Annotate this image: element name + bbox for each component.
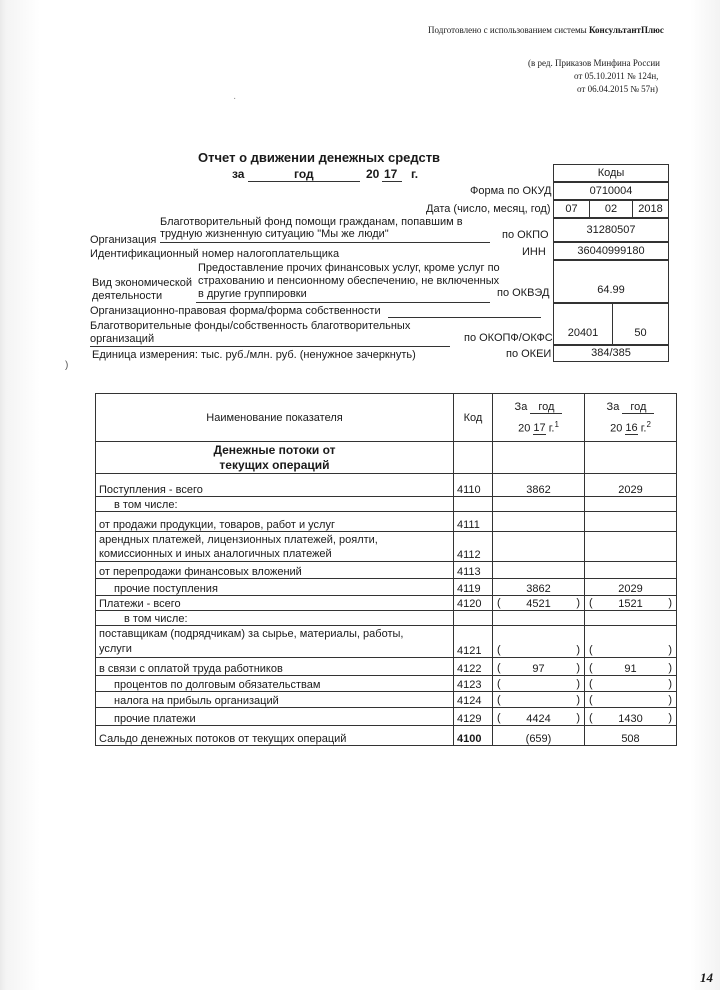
header-name: Наименование показателя	[96, 394, 454, 442]
okud-value: 0710004	[553, 182, 669, 200]
title-za: за	[232, 167, 245, 181]
table-row: от перепродажи финансовых вложений 4113	[96, 562, 677, 579]
table-row: в связи с оплатой труда работников 4122 ( 97 ) ( 91 )	[96, 658, 677, 676]
title-year-suffix: 17	[384, 167, 398, 181]
table-row: в том числе:	[96, 497, 677, 512]
table-row: прочие платежи 4129 ( 4424 ) ( 1430 )	[96, 708, 677, 726]
title-g: г.	[411, 167, 419, 181]
okopf-value: 20401	[553, 303, 613, 345]
okfs-value: 50	[612, 303, 669, 345]
title-period: год	[294, 167, 314, 181]
section-title: Денежные потоки от текущих операций	[96, 442, 454, 474]
report-title: Отчет о движении денежных средств	[198, 150, 441, 165]
okpo-value: 31280507	[553, 218, 669, 242]
section-row	[96, 442, 677, 474]
page-number: 14	[700, 970, 713, 985]
header-col-1: За год 20 17 г.$^1$	[493, 394, 585, 442]
header-code: Код	[454, 394, 493, 442]
edition-line-2: от 05.10.2011 № 124н,	[574, 71, 659, 81]
table-row: Поступления - всего 4110 3862 2029	[96, 474, 677, 497]
scan-dot: ·	[233, 93, 237, 104]
org-name-line-1: Благотворительный фонд помощи гражданам, попавшим в	[160, 216, 463, 228]
okei-label: по ОКЕИ	[506, 348, 552, 360]
date-day: 07	[553, 200, 590, 218]
table-row: поставщикам (подрядчикам) за сырье, материалы, работы, услуги 4121 ( ) ( )	[96, 626, 677, 658]
okei-value: 384/385	[553, 345, 669, 362]
okpo-label: по ОКПО	[502, 229, 549, 241]
table-row: налога на прибыль организаций 4124 ( ) ( )	[96, 692, 677, 708]
date-label: Дата (число, месяц, год)	[426, 203, 551, 215]
taxid-label: Идентификационный номер налогоплательщика	[90, 248, 340, 260]
date-month: 02	[589, 200, 633, 218]
activity-line-3: в другие группировки	[198, 288, 307, 300]
codes-header: Коды	[553, 164, 669, 182]
cashflow-table	[95, 393, 677, 746]
table-row: арендных платежей, лицензионных платежей, роялти, комиссионных и иных аналогичных платежей 4112	[96, 532, 677, 562]
edition-line-1: (в ред. Приказов Минфина России	[528, 58, 660, 68]
inn-label: ИНН	[522, 246, 546, 258]
org-label: Организация	[90, 234, 157, 246]
scan-mark: )	[65, 360, 69, 371]
table-row: прочие поступления 4119 3862 2029	[96, 579, 677, 596]
table-row: процентов по долговым обязательствам 4123 ( ) ( )	[96, 676, 677, 692]
okud-label: Форма по ОКУД	[470, 185, 552, 197]
edition-line-3: от 06.04.2015 № 57н)	[577, 84, 658, 94]
activity-label-1: Вид экономической	[92, 277, 193, 289]
date-year: 2018	[632, 200, 669, 218]
table-row: от продажи продукции, товаров, работ и услуг 4111	[96, 512, 677, 532]
legal-form-line-2: организаций	[90, 333, 155, 345]
okved-label: по ОКВЭД	[497, 287, 550, 299]
org-name-line-2: трудную жизненную ситуацию "Мы же люди"	[160, 228, 389, 240]
table-row: Платежи - всего 4120 ( 4521 ) ( 1521 )	[96, 596, 677, 611]
table-row-total: Сальдо денежных потоков от текущих операций 4100 (659) 508	[96, 726, 677, 746]
inn-value: 36040999180	[553, 242, 669, 260]
okopf-label: по ОКОПФ/ОКФС	[464, 332, 553, 344]
okved-value: 64.99	[553, 260, 669, 303]
activity-line-1: Предоставление прочих финансовых услуг, кроме услуг по	[198, 262, 500, 274]
legal-form-label: Организационно-правовая форма/форма собственности	[90, 305, 381, 317]
table-header-row	[96, 394, 677, 442]
prepared-note: Подготовлено с использованием системы КонсультантПлюс	[428, 25, 664, 35]
header-col-2: За год 20 16 г.$^2$	[585, 394, 677, 442]
legal-form-line-1: Благотворительные фонды/собственность благотворительных	[90, 320, 411, 332]
title-year-prefix: 20	[366, 167, 380, 181]
consultant-brand: КонсультантПлюс	[588, 25, 664, 35]
unit-label: Единица измерения: тыс. руб./млн. руб. (ненужное зачеркнуть)	[92, 349, 416, 361]
table-row: в том числе:	[96, 611, 677, 626]
activity-line-2: страхованию и пенсионному обеспечению, не включенных	[198, 275, 500, 287]
activity-label-2: деятельности	[92, 290, 163, 302]
